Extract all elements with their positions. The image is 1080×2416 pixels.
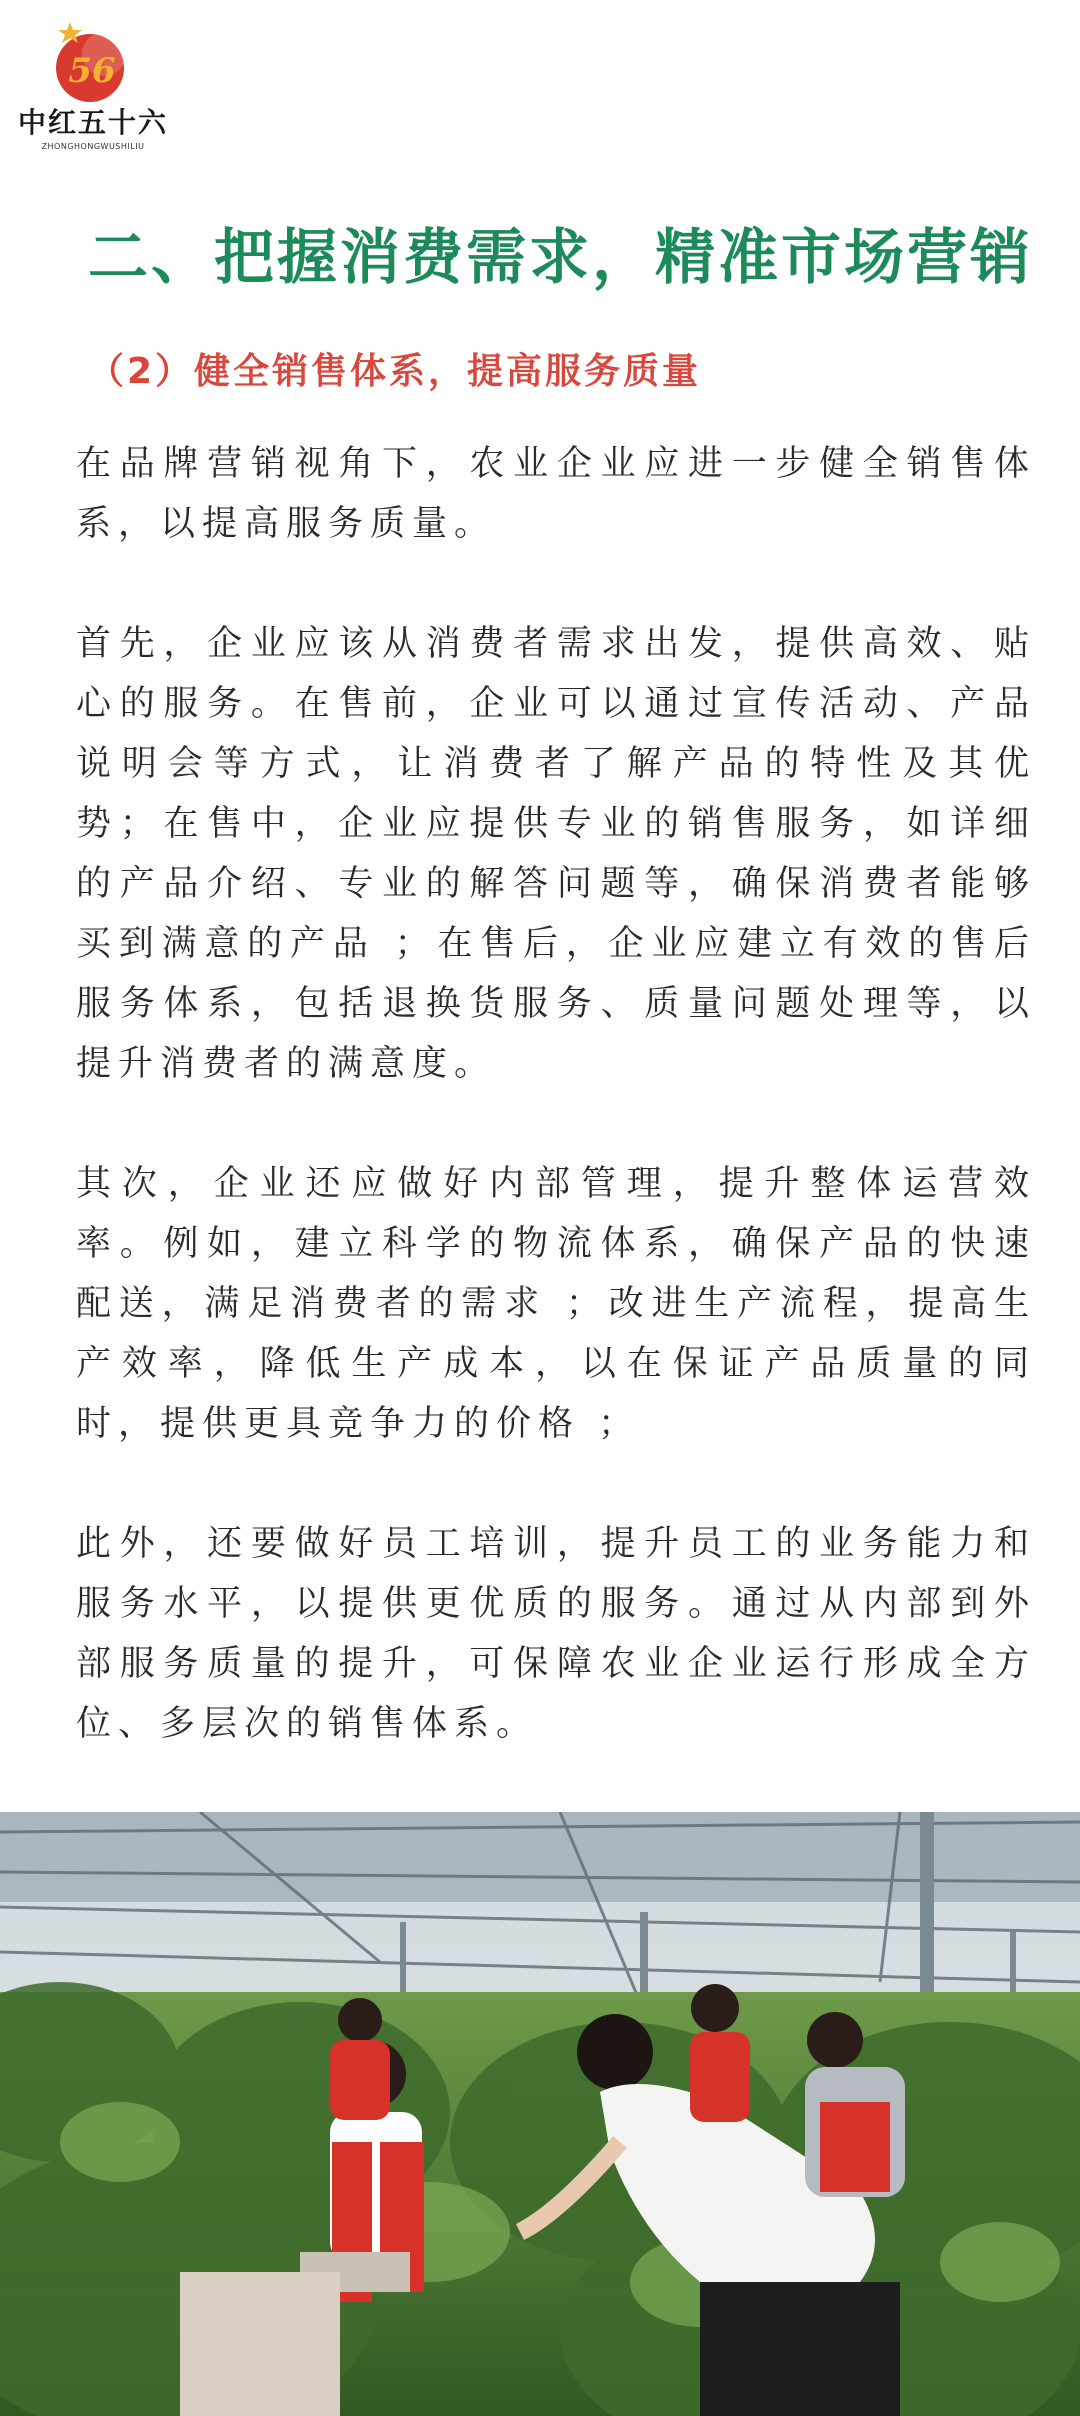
logo-wordmark: 中红五十六 bbox=[18, 106, 169, 139]
greenhouse-photo-illustration bbox=[0, 1812, 1080, 2416]
paragraph-third: 此外，还要做好员工培训，提升员工的业务能力和服务水平，以提供更优质的服务。通过从内部到外部服务质量的提升，可保障农业企业运行形成全方位、多层次的销售体系。 bbox=[76, 1524, 1036, 1744]
logo-pinyin: ZHONGHONGWUSHILIU bbox=[41, 142, 145, 151]
logo bbox=[18, 18, 168, 153]
page-title: 二、把握消费需求，精准市场营销 bbox=[88, 223, 1033, 294]
paragraph-second: 其次，企业还应做好内部管理，提升整体运营效率。例如，建立科学的物流体系，确保产品的快速配送，满足消费者的需求 ；改进生产流程，提高生产效率，降低生产成本，以在保证产品质量的同时，提供更具竞争力的价格 ； bbox=[76, 1164, 1036, 1444]
logo-emblem-icon bbox=[18, 18, 168, 113]
person-far-left bbox=[330, 1998, 390, 2120]
paragraph-first: 首先，企业应该从消费者需求出发，提供高效、贴心的服务。在售前，企业可以通过宣传活动、产品说明会等方式，让消费者了解产品的特性及其优势；在售中，企业应提供专业的销售服务，如详细的产品介绍、专业的解答问题等，确保消费者能够买到满意的产品 ；在售后，企业应建立有效的售后服务体系，包括退换货服务、质量问题处理等，以提升消费者的满意度。 bbox=[76, 624, 1036, 1084]
section-subtitle: （2）健全销售体系，提高服务质量 bbox=[88, 350, 702, 392]
article-body bbox=[76, 434, 1036, 1814]
logo-number: 56 bbox=[68, 51, 116, 91]
paragraph-intro: 在品牌营销视角下，农业企业应进一步健全销售体系，以提高服务质量。 bbox=[76, 444, 1036, 544]
greenhouse-photo bbox=[0, 1812, 1080, 2416]
